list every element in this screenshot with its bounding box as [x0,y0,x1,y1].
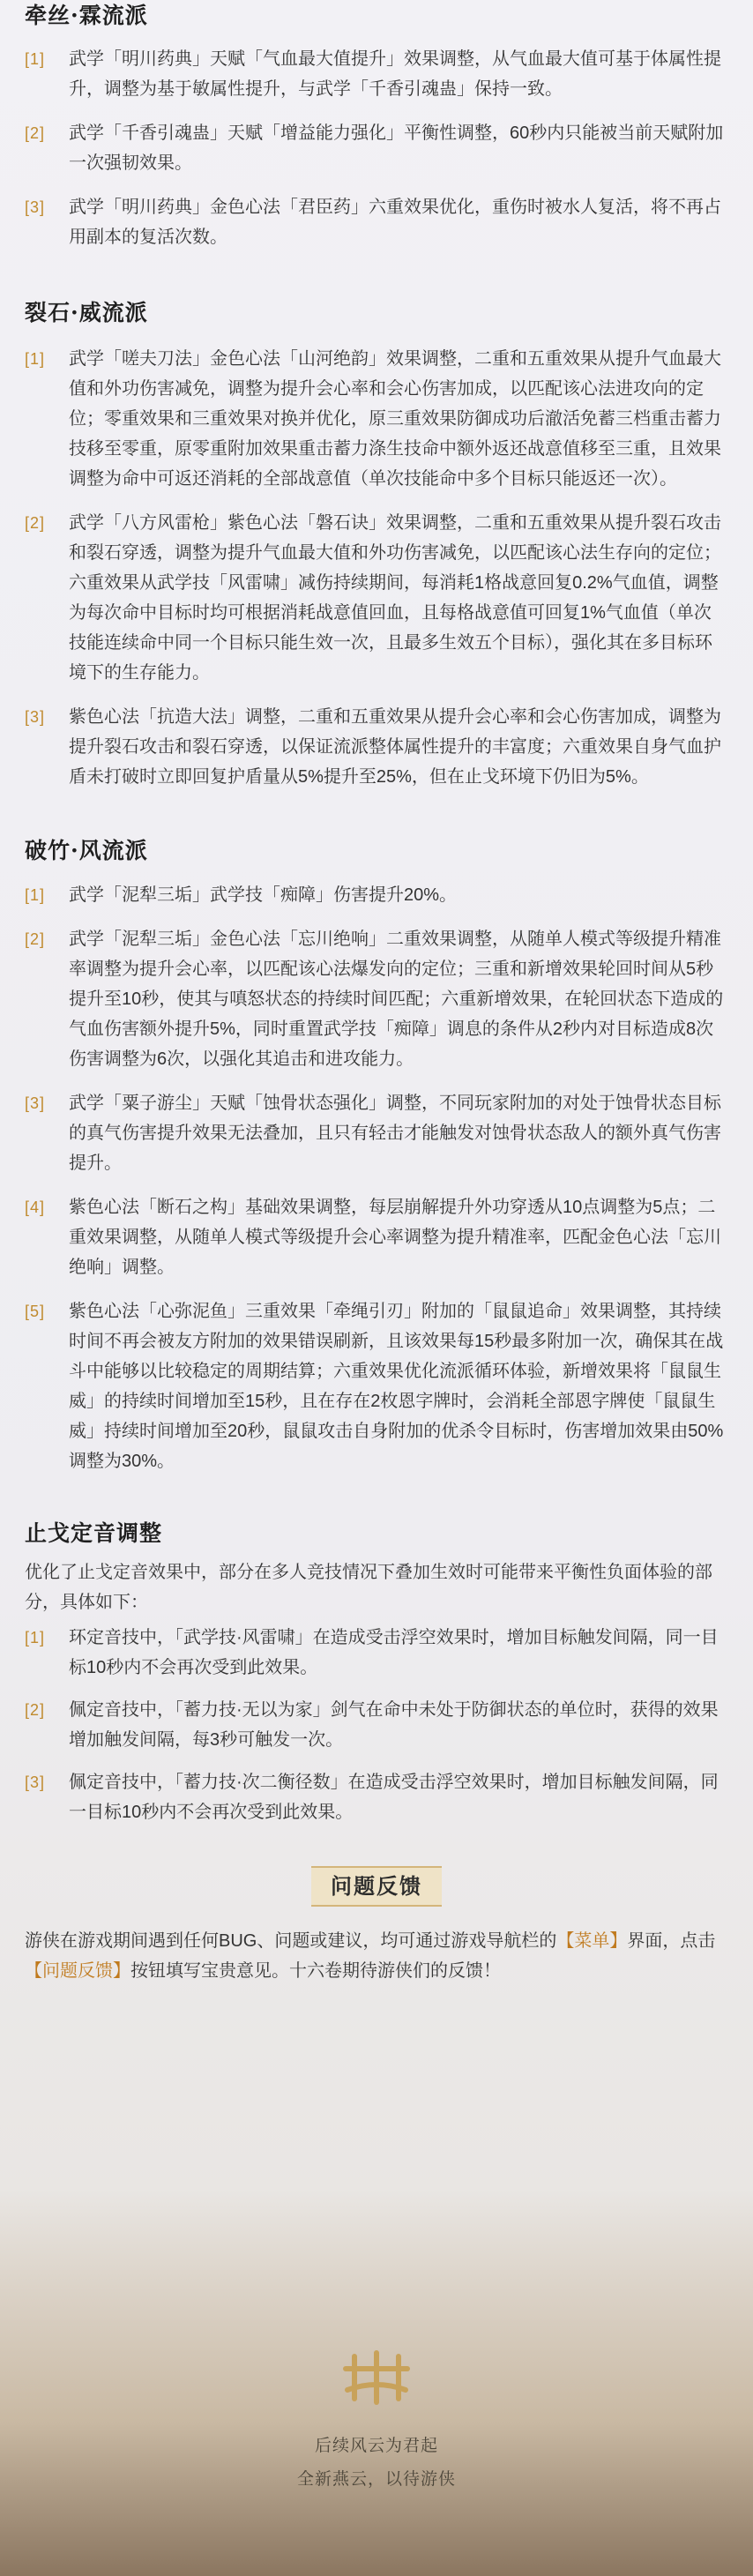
item-number: [2] [25,124,46,142]
item-text: 武学「八方风雷枪」紫色心法「磐石诀」效果调整，二重和五重效果从提升裂石攻击和裂石穿透，调整为提升气血最大值和外功伤害减免，以匹配该心法生存向的定位；六重效果从武学技「风雷啸」减伤持续期间，每消耗1格战意回复0.2%气血值，调整为每次命中目标时均可根据消耗战意值回血，且每格战意值可回复1%气血值（单次技能连续命中同一个目标只能生效一次，且最多生效五个目标），强化其在多目标环境下的生存能力。 [69,513,721,683]
section-title-pozhu: 破竹·风流派 [25,838,148,863]
feedback-link[interactable]: 【问题反馈】 [25,1961,130,1981]
item-number: [3] [25,1773,46,1791]
list-item [25,924,728,1074]
item-text: 武学「粟子游尘」天赋「蚀骨状态强化」调整，不同玩家附加的对处于蚀骨状态目标的真气伤害提升效果无法叠加，且只有轻击才能触发对蚀骨状态敌人的额外真气伤害提升。 [69,1094,721,1173]
list-item [25,1767,728,1827]
item-number: [1] [25,350,46,368]
list-item [25,1296,728,1476]
list-item [25,1623,728,1683]
feedback-text-c: 按钮填写宝贵意见。十六卷期待游侠们的反馈！ [130,1961,501,1981]
item-text: 紫色心法「断石之构」基础效果调整，每层崩解提升外功穿透从10点调整为5点；二重效果调整，从随单人模式等级提升会心率调整为提升精准率，匹配金色心法「忘川绝响」调整。 [69,1198,721,1277]
list-item [25,508,728,688]
section-title-qiansi: 牵丝·霖流派 [25,3,148,28]
feedback-title: 问题反馈 [311,1866,442,1907]
feedback-text [25,1926,728,1986]
item-text: 佩定音技中，「蓄力技·无以为家」剑气在命中未处于防御状态的单位时，获得的效果增加触发间隔，每3秒可触发一次。 [69,1700,719,1750]
list-item [25,44,728,104]
feedback-header [25,1866,728,1907]
section-title-lieshi: 裂石·威流派 [25,300,148,325]
section-items-zhige [25,1623,728,1827]
list-item [25,192,728,252]
list-item [25,1192,728,1282]
footer-slogan-2: 全新燕云，以待游侠 [296,2470,456,2489]
section-intro: 优化了止戈定音效果中，部分在多人竞技情况下叠加生效时可能带来平衡性负面体验的部分，具体如下： [25,1563,712,1612]
list-item [25,118,728,178]
section-items-qiansi [25,44,728,252]
item-text: 武学「泥犁三垢」武学技「痴障」伤害提升20%。 [69,885,458,905]
list-item [25,880,728,910]
feedback-text-a: 游侠在游戏期间遇到任何BUG、问题或建议，均可通过游戏导航栏的 [25,1931,557,1951]
item-text: 武学「泥犁三垢」金色心法「忘川绝响」二重效果调整，从随单人模式等级提升精准率调整为提升会心率，以匹配该心法爆发向的定位；三重和新增效果轮回时间从5秒提升至10秒，使其与嗔怒状态的持续时间匹配；六重新增效果，在轮回状态下造成的气血伤害额外提升5%，同时重置武学技「痴障」调息的条件从2秒内对目标造成8次伤害调整为6次，以强化其追击和进攻能力。 [69,930,724,1069]
item-number: [3] [25,708,46,726]
list-item [25,702,728,792]
section-items-lieshi [25,344,728,792]
item-text: 武学「嗟夫刀法」金色心法「山河绝韵」效果调整，二重和五重效果从提升气血最大值和外功伤害减免，调整为提升会心率和会心伤害加成，以匹配该心法进攻向的定位；零重效果和三重效果对换并优化，原三重效果防御成功后澈活免蓄三档重击蓄力技移至零重，原零重附加效果重击蓄力涤生技命中额外返还战意值移至三重，且效果调整为命中可返还消耗的全部战意值（单次技能命中多个目标只能返还一次）。 [69,349,721,489]
feedback-text-b: 界面，点击 [627,1931,716,1951]
item-text: 佩定音技中，「蓄力技·次二衡径数」在造成受击浮空效果时，增加目标触发间隔，同一目标10秒内不会再次受到此效果。 [69,1773,719,1822]
footer-slogan-1: 后续风云为君起 [314,2437,438,2455]
item-number: [3] [25,198,46,216]
item-text: 环定音技中，「武学技·风雷啸」在造成受击浮空效果时，增加目标触发间隔，同一目标10秒内不会再次受到此效果。 [69,1628,719,1677]
item-number: [3] [25,1094,46,1112]
list-item [25,344,728,494]
item-number: [1] [25,1629,46,1646]
list-item [25,1695,728,1755]
item-number: [4] [25,1198,46,1216]
list-item [25,1088,728,1178]
item-number: [2] [25,1701,46,1719]
item-text: 紫色心法「抗造大法」调整，二重和五重效果从提升会心率和会心伤害加成，调整为提升裂石攻击和裂石穿透，以保证流派整体属性提升的丰富度；六重效果自身气血护盾未打破时立即回复护盾量从5%提升至25%，但在止戈环境下仍旧为5%。 [69,707,721,787]
item-text: 武学「千香引魂蛊」天赋「增益能力强化」平衡性调整，60秒内只能被当前天赋附加一次强韧效果。 [69,123,724,173]
section-title-zhige: 止戈定音调整 [25,1520,163,1546]
section-items-pozhu [25,880,728,1476]
item-text: 武学「明川药典」金色心法「君臣药」六重效果优化，重伤时被水人复活，将不再占用副本的复活次数。 [69,198,721,247]
menu-link[interactable]: 【菜单】 [556,1931,628,1951]
item-text: 紫色心法「心弥泥鱼」三重效果「牵绳引刃」附加的「鼠鼠追命」效果调整，其持续时间不再会被友方附加的效果错误刷新，且该效果每15秒最多附加一次，确保其在战斗中能够以比较稳定的周期结算；六重效果优化流派循环体验，新增效果将「鼠鼠生威」的持续时间增加至15秒，且在存在2枚恩字牌时，会消耗全部恩字牌使「鼠鼠生威」持续时间增加至20秒，鼠鼠攻击自身附加的优杀令目标时，伤害增加效果由50%调整为30%。 [69,1302,724,1471]
item-number: [2] [25,930,46,948]
item-number: [2] [25,514,46,532]
game-logo-icon [337,2337,416,2421]
item-number: [5] [25,1303,46,1320]
item-number: [1] [25,886,46,904]
item-text: 武学「明川药典」天赋「气血最大值提升」效果调整，从气血最大值可基于体属性提升，调整为基于敏属性提升，与武学「千香引魂蛊」保持一致。 [69,49,721,99]
footer [0,2337,753,2493]
item-number: [1] [25,50,46,68]
